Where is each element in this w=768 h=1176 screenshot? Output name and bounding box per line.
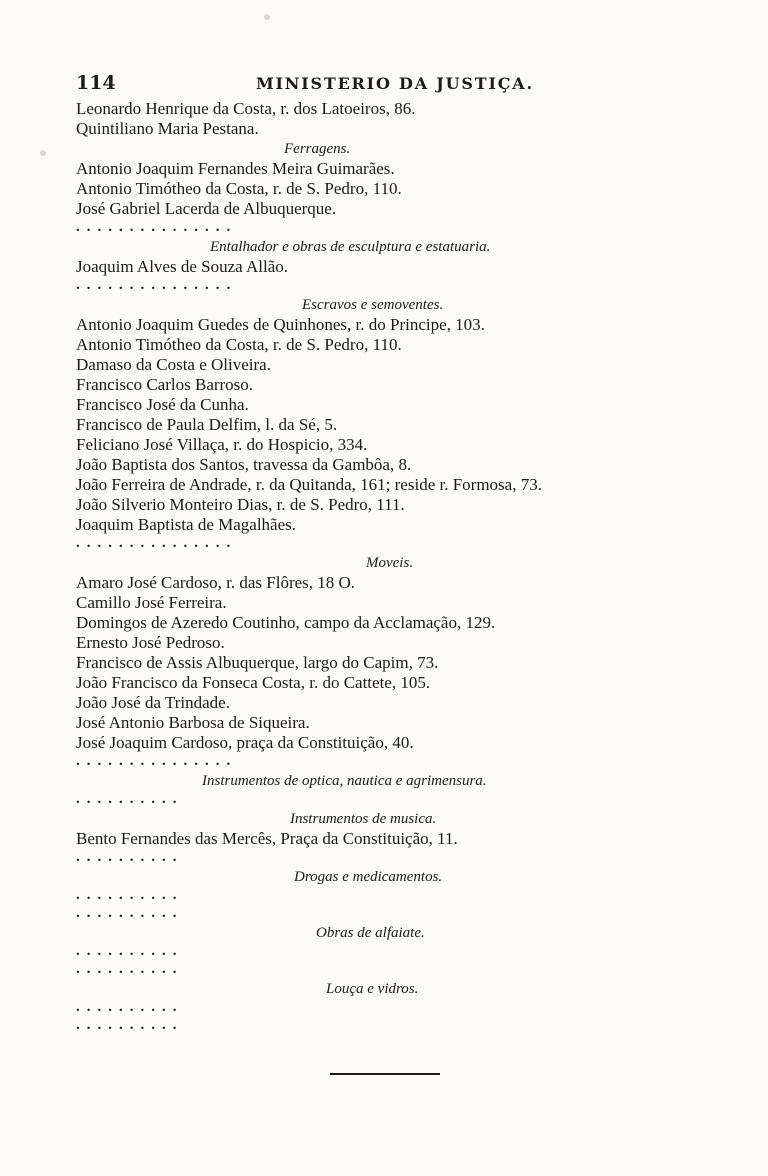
ellipsis-row: ............... — [76, 219, 238, 235]
entry-line: Antonio Joaquim Guedes de Quinhones, r. do Principe, 103. — [76, 315, 485, 334]
ink-smudge — [40, 150, 46, 156]
ink-smudge — [264, 14, 270, 20]
page-header — [76, 72, 536, 96]
ellipsis-row: .......... — [76, 943, 184, 959]
ellipsis-row: ............... — [76, 753, 238, 769]
ellipsis-row: ............... — [76, 277, 238, 293]
ellipsis-row: .......... — [76, 791, 184, 807]
page-number: 114 — [76, 72, 116, 94]
section-heading-optica: Instrumentos de optica, nautica e agrimensura. — [202, 773, 487, 789]
section-heading-alfaiate: Obras de alfaiate. — [316, 925, 425, 941]
ellipsis-row: .......... — [76, 1017, 184, 1033]
entry-line: Antonio Joaquim Fernandes Meira Guimarães. — [76, 159, 395, 178]
entry-line: Feliciano José Villaça, r. do Hospicio, 334. — [76, 435, 368, 454]
entry-line: Domingos de Azeredo Coutinho, campo da Acclamação, 129. — [76, 613, 496, 632]
entry-line: Damaso da Costa e Oliveira. — [76, 355, 271, 374]
ellipsis-row: .......... — [76, 905, 184, 921]
ellipsis-row: ............... — [76, 535, 238, 551]
section-heading-drogas: Drogas e medicamentos. — [294, 869, 443, 885]
section-heading-louca: Louça e vidros. — [326, 981, 419, 997]
entry-line: Antonio Timótheo da Costa, r. de S. Pedro, 110. — [76, 335, 402, 354]
running-title: MINISTERIO DA JUSTIÇA. — [256, 74, 534, 93]
ellipsis-row: .......... — [76, 999, 184, 1015]
entry-line: Quintiliano Maria Pestana. — [76, 119, 259, 138]
entry-line: Joaquim Baptista de Magalhães. — [76, 515, 297, 534]
page-content — [76, 99, 696, 1035]
end-rule — [330, 1073, 440, 1075]
entry-line: José Joaquim Cardoso, praça da Constituição, 40. — [76, 733, 414, 752]
entry-line: Camillo José Ferreira. — [76, 593, 227, 612]
entry-line: José Gabriel Lacerda de Albuquerque. — [76, 199, 337, 218]
entry-line: Joaquim Alves de Souza Allão. — [76, 257, 289, 276]
entry-line: Amaro José Cardoso, r. das Flôres, 18 O. — [76, 573, 356, 592]
section-heading-ferragens: Ferragens. — [284, 141, 351, 157]
section-heading-entalhador: Entalhador e obras de esculptura e estatuaria. — [210, 239, 491, 255]
section-heading-musica: Instrumentos de musica. — [290, 811, 437, 827]
section-heading-moveis: Moveis. — [366, 555, 414, 571]
entry-line: Francisco de Paula Delfim, l. da Sé, 5. — [76, 415, 338, 434]
entry-line: Ernesto José Pedroso. — [76, 633, 225, 652]
ellipsis-row: .......... — [76, 961, 184, 977]
entry-line: João Silverio Monteiro Dias, r. de S. Pedro, 111. — [76, 495, 405, 514]
entry-line: Francisco Carlos Barroso. — [76, 375, 254, 394]
entry-line: João José da Trindade. — [76, 693, 230, 712]
entry-line: João Francisco da Fonseca Costa, r. do Cattete, 105. — [76, 673, 431, 692]
ellipsis-row: .......... — [76, 887, 184, 903]
section-heading-escravos: Escravos e semoventes. — [302, 297, 444, 313]
entry-line: Francisco José da Cunha. — [76, 395, 249, 414]
entry-line: João Baptista dos Santos, travessa da Gambôa, 8. — [76, 455, 412, 474]
entry-line: Leonardo Henrique da Costa, r. dos Latoeiros, 86. — [76, 99, 416, 118]
entry-line: João Ferreira de Andrade, r. da Quitanda, 161; reside r. Formosa, 73. — [76, 475, 542, 494]
ellipsis-row: .......... — [76, 849, 184, 865]
entry-line: Antonio Timótheo da Costa, r. de S. Pedro, 110. — [76, 179, 402, 198]
entry-line: Bento Fernandes das Mercês, Praça da Constituição, 11. — [76, 829, 458, 848]
entry-line: Francisco de Assis Albuquerque, largo do Capim, 73. — [76, 653, 439, 672]
entry-line: José Antonio Barbosa de Siqueira. — [76, 713, 310, 732]
